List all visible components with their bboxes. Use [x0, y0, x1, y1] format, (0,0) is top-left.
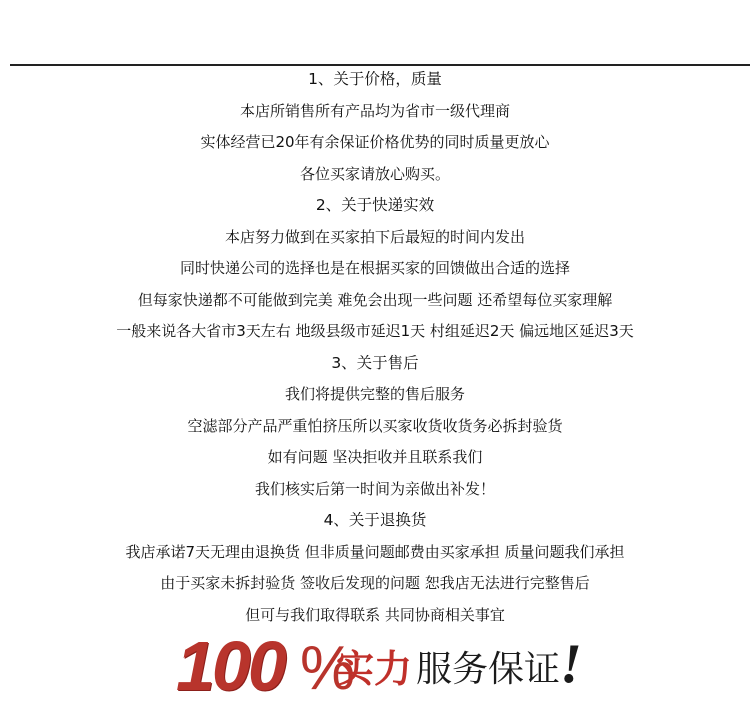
notice-line: 如有问题 坚决拒收并且联系我们	[267, 448, 483, 466]
notice-line: 我们将提供完整的售后服务	[284, 385, 465, 403]
notice-line: 本店所销售所有产品均为省市一级代理商	[239, 101, 510, 120]
notice-line: 同时快递公司的选择也是在根据买家的回馈做出合适的选择	[179, 259, 570, 277]
notice-line: 由于买家未拆封验货 签收后发现的问题 恕我店无法进行完整售后	[160, 574, 590, 592]
section-heading: 1、关于价格，质量	[308, 70, 442, 88]
section-heading: 2、关于快递实效	[315, 196, 435, 214]
notice-line: 我店承诺7天无理由退换货 但非质量问题邮费由买家承担 质量问题我们承担	[125, 542, 625, 561]
notice-line: 但每家快递都不可能做到完美 难免会出现一些问题 还希望每位买家理解	[137, 290, 613, 309]
service-guarantee-slogan	[0, 628, 750, 704]
slogan-percent: %	[300, 634, 356, 703]
notice-lines	[0, 64, 750, 631]
slogan-100: 100	[176, 627, 284, 705]
notice-line: 但可与我们取得联系 共同协商相关事宜	[245, 605, 505, 624]
section-heading: 4、关于退换货	[323, 511, 427, 529]
slogan-exclamation: !	[560, 633, 582, 695]
slogan-strength-text: 实力	[336, 647, 413, 691]
notice-line: 实体经营已20年有余保证价格优势的同时质量更放心	[200, 133, 550, 151]
notice-line: 一般来说各大省市3天左右 地级县级市延迟1天 村组延迟2天 偏远地区延迟3天	[116, 322, 634, 340]
section-heading: 3、关于售后	[331, 353, 419, 372]
notice-line: 本店努力做到在买家拍下后最短的时间内发出	[224, 227, 525, 246]
notice-line: 各位买家请放心购买。	[299, 164, 450, 183]
store-notice	[0, 64, 750, 631]
slogan-service-text: 服务保证	[416, 649, 561, 690]
notice-line: 空滤部分产品严重怕挤压所以买家收货收货务必拆封验货	[187, 416, 563, 435]
notice-line: 我们核实后第一时间为亲做出补发！	[254, 479, 495, 498]
